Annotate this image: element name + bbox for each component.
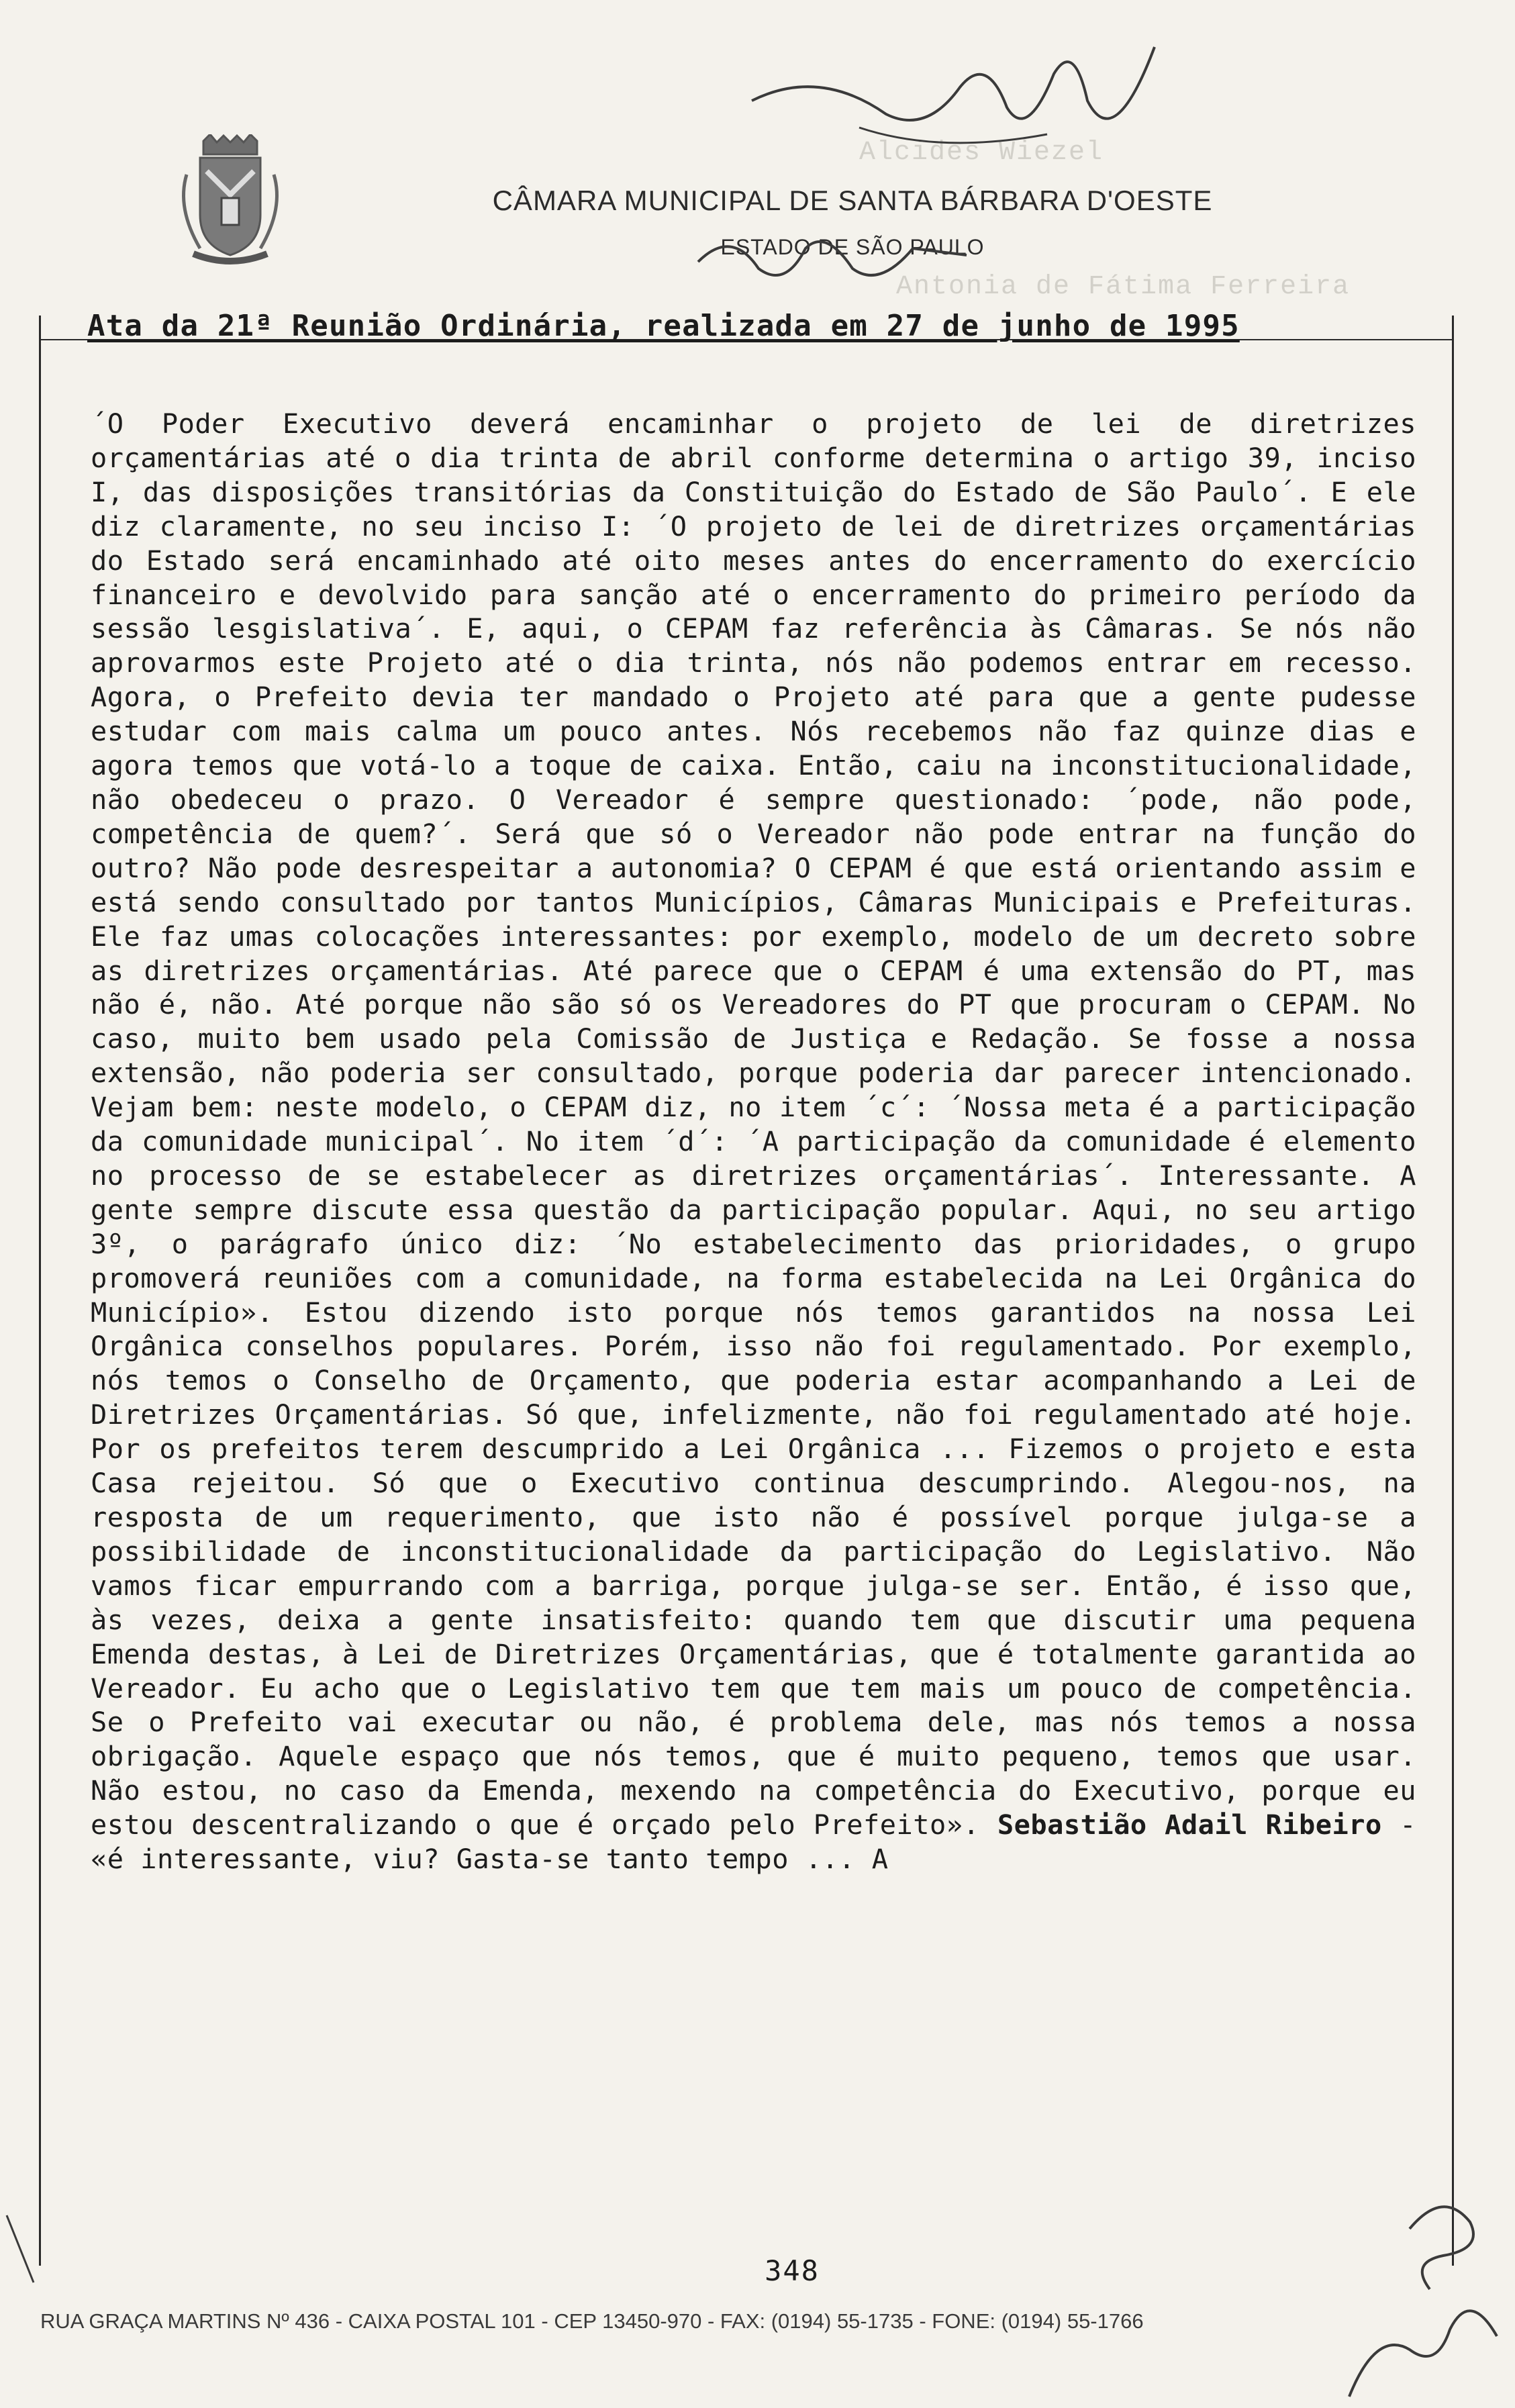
signature-bottom-right: [1309, 2175, 1510, 2403]
left-margin-rule: [39, 316, 41, 2266]
bleed-through-text: Antonia de Fátima Ferreira: [896, 272, 1351, 302]
bleed-through-text: Alcides Wiezel: [859, 138, 1104, 168]
signature-top: [738, 27, 1168, 181]
footer-address: RUA GRAÇA MARTINS Nº 436 - CAIXA POSTAL 101 - CEP 13450-970 - FAX: (0194) 55-1735 - FONE: (0194) 55-1766: [40, 2309, 1144, 2333]
institution-state: ESTADO DE SÃO PAULO: [720, 235, 985, 259]
institution-name: CÂMARA MUNICIPAL DE SANTA BÁRBARA D'OESTE: [492, 185, 1213, 216]
minutes-text: ´O Poder Executivo deverá encaminhar o projeto de lei de diretrizes orçamentárias até o dia trinta de abril conforme determina o artigo 39, inciso I, das disposições transitórias da Constituição do Estado de São Paulo´. E ele diz claramente, no seu inciso I: ´O projeto de lei de diretrizes orçamentárias do Estado será encaminhado até oito meses antes do encerramento do exercício financeiro e devolvido para sanção até o encerramento do primeiro período da sessão lesgislativa´. E, aqui, o CEPAM faz referência às Câmaras. Se nós não aprovarmos este Projeto até o dia trinta, nós não podemos entrar em recesso. Agora, o Prefeito devia ter mandado o Projeto até para que a gente pudesse estudar com mais calma um pouco antes. Nós recebemos não faz quinze dias e agora temos que votá-lo a toque de caixa. Então, caiu na inconstitucionalidade, não obedeceu o prazo. O Vereador é sempre questionado: ´pode, não pode, competência de quem?´. Será que só o Vereador não pode entrar na função do outro? Não pode desrespeitar a autonomia? O CEPAM é que está orientando assim e está sendo consultado por tantos Municípios, Câmaras Municipais e Prefeituras. Ele faz umas colocações interessantes: por exemplo, modelo de um decreto sobre as diretrizes orçamentárias. Até parece que o CEPAM é uma extensão do PT, mas não é, não. Até porque não são só os Vereadores do PT que procuram o CEPAM. No caso, muito bem usado pela Comissão de Justiça e Redação. Se fosse a nossa extensão, não poderia ser consultado, porque poderia dar parecer intencionado. Vejam bem: neste modelo, o CEPAM diz, no item ´c´: ´Nossa meta é a participação da comunidade municipal´. No item ´d´: ´A participação da comunidade é elemento no processo de se estabelecer as diretrizes orçamentárias´. Interessante. A gente sempre discute essa questão da participação popular. Aqui, no seu artigo 3º, o parágrafo único diz: ´No estabelecimento das prioridades, o grupo promoverá reuniões com a comunidade, na forma estabelecida na Lei Orgânica do Município». Estou dizendo isto porque nós temos garantidos na nossa Lei Orgânica conselhos populares. Porém, isso não foi regulamentado. Por exemplo, nós temos o Conselho de Orçamento, que poderia estar acompanhando a Lei de Diretrizes Orçamentárias. Só que, infelizmente, não foi regulamentado até hoje. Por os prefeitos terem descumprido a Lei Orgânica ... Fizemos o projeto e esta Casa rejeitou. Só que o Executivo continua descumprindo. Alegou-nos, na resposta de um requerimento, que isto não é possível porque julga-se a possibilidade de inconstitucionalidade da participação do Legislativo. Não vamos ficar empurrando com a barriga, porque julga-se ser. Então, é isso que, às vezes, deixa a gente insatisfeito: quando tem que discutir uma pequena Emenda destas, à Lei de Diretrizes Orçamentárias, que é totalmente garantida ao Vereador. Eu acho que o Legislativo tem que tem mais um pouco de competência. Se o Prefeito vai executar ou não, é problema dele, mas nós temos a nossa obrigação. Aquele espaço que nós temos, que é muito pequeno, temos que usar. Não estou, no caso da Emenda, mexendo na competência do Executivo, porque eu estou descentralizando o que é orçado pelo Prefeito».: [91, 408, 1416, 1841]
page-number: 348: [765, 2254, 820, 2287]
signature-middle: [691, 215, 973, 295]
margin-mark-left: [0, 2209, 40, 2289]
minutes-text-tail: - «é interessante, viu? Gasta-se tanto tempo ... A: [91, 1809, 1417, 1876]
document-title: Ata da 21ª Reunião Ordinária, realizada em 27 de junho de 1995: [87, 309, 1240, 343]
speaker-name: Sebastião Adail Ribeiro: [997, 1809, 1382, 1841]
municipal-crest-icon: [173, 134, 287, 269]
minutes-paragraph: [91, 407, 1416, 1877]
minutes-body: [91, 407, 1416, 1877]
right-margin-rule: [1452, 316, 1454, 2266]
